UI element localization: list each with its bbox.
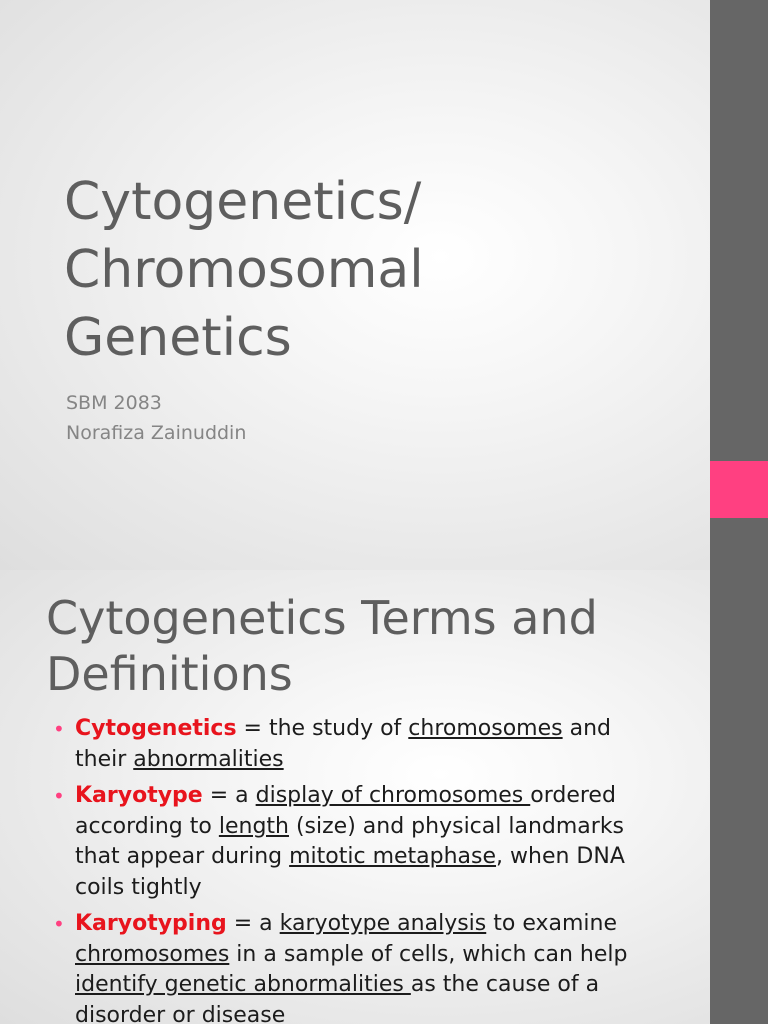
bullet-icon: • — [53, 784, 65, 808]
title-line: Cytogenetics Terms and — [46, 591, 598, 645]
key-phrase: abnormalities — [133, 746, 284, 772]
definition-line — [75, 970, 710, 1001]
definition-text: their — [75, 746, 134, 772]
definition-item — [53, 781, 710, 903]
definition-line — [75, 812, 710, 843]
definitions-slide — [0, 570, 710, 1024]
definition-item — [53, 909, 710, 1024]
definition-list — [53, 714, 710, 1024]
term-label: Karyotype — [75, 783, 203, 808]
definition-line — [75, 781, 710, 812]
bullet-icon: • — [53, 717, 65, 741]
definition-item — [53, 714, 710, 775]
author-name: Norafiza Zainuddin — [66, 422, 247, 444]
slide-title — [46, 590, 598, 702]
slide-subtitle — [66, 388, 246, 448]
key-phrase: chromosomes — [408, 716, 563, 741]
title-line: Definitions — [46, 647, 293, 701]
definition-text: in a sample of cells, which can help — [229, 941, 628, 967]
definition-text: coils tightly — [75, 874, 202, 900]
accent-marker — [710, 461, 768, 518]
definition-text: = a — [226, 911, 280, 936]
title-line: Genetics — [64, 308, 292, 368]
term-label: Karyotyping — [75, 911, 227, 936]
definition-line — [75, 1001, 710, 1024]
definition-text: to examine — [486, 911, 617, 936]
definition-text: = a — [202, 783, 256, 808]
definition-text: ordered — [530, 783, 616, 808]
definition-line — [75, 714, 710, 745]
title-line: Cytogenetics/ — [64, 172, 422, 232]
definition-text: = the study of — [236, 716, 409, 741]
definition-text: according to — [75, 813, 219, 839]
definition-line — [75, 909, 710, 940]
course-code: SBM 2083 — [66, 392, 162, 414]
key-phrase: display of chromosomes — [255, 783, 531, 808]
definition-text: and — [562, 716, 611, 741]
bullet-icon: • — [53, 912, 65, 936]
definition-text: as the cause of a — [410, 972, 600, 997]
definition-text: disorder or disease — [75, 1002, 286, 1024]
definition-line — [75, 873, 710, 904]
definition-text: that appear during — [75, 844, 290, 869]
key-phrase: karyotype analysis — [279, 911, 487, 936]
term-label: Cytogenetics — [75, 716, 237, 741]
key-phrase: length — [218, 813, 289, 839]
definition-line — [75, 745, 710, 776]
definition-line — [75, 940, 710, 971]
definition-line — [75, 842, 710, 873]
key-phrase: chromosomes — [75, 941, 230, 967]
slide-title — [64, 168, 424, 372]
title-line: Chromosomal — [64, 240, 424, 300]
key-phrase: mitotic metaphase — [289, 844, 497, 869]
key-phrase: identify genetic abnormalities — [75, 972, 411, 997]
definition-text: (size) and physical landmarks — [288, 813, 625, 839]
definition-text: , when DNA — [496, 844, 625, 869]
